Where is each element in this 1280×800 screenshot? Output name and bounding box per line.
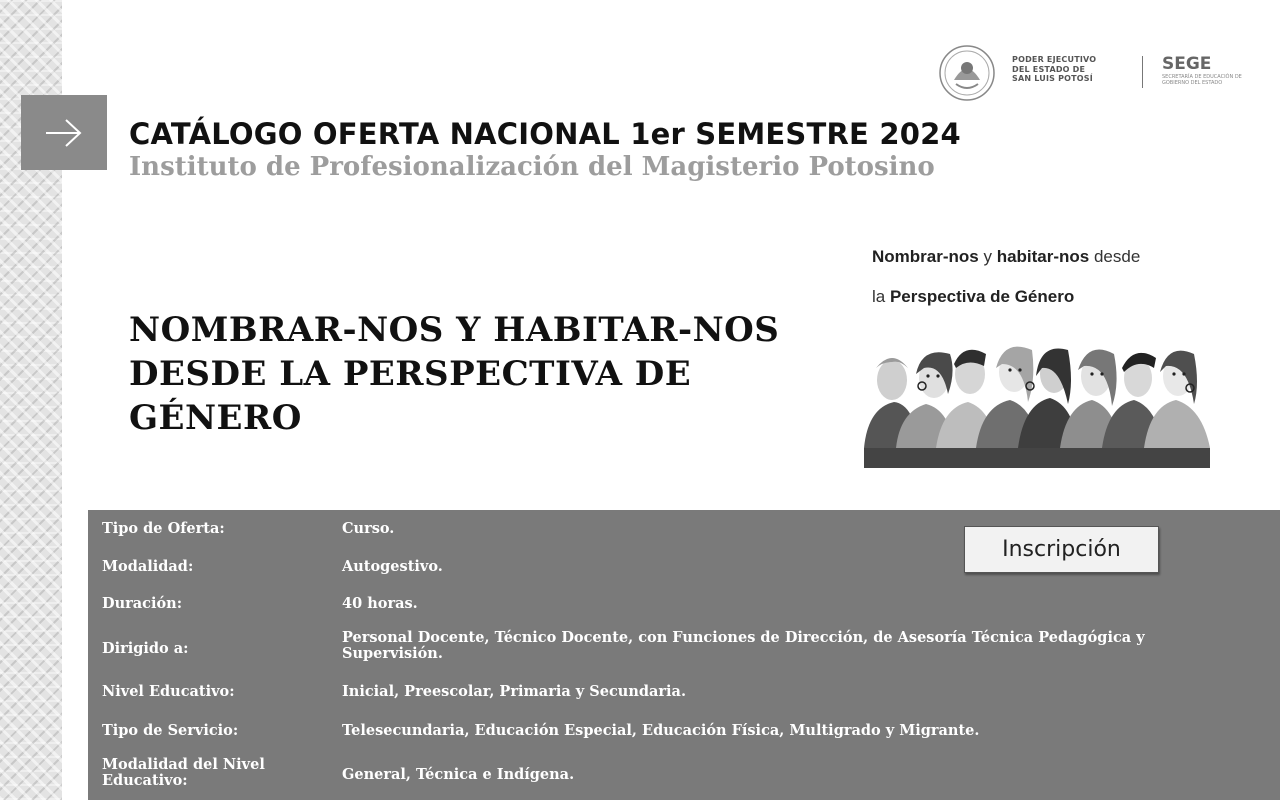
course-promo-image xyxy=(864,238,1214,470)
promo-line-2 xyxy=(872,287,1074,307)
promo-end: desde xyxy=(1089,247,1141,266)
promo-bold-2: habitar-nos xyxy=(996,247,1090,266)
info-label: Duración: xyxy=(102,595,183,612)
sege-title: SEGE xyxy=(1162,54,1212,74)
agency-line-3: SAN LUIS POTOSÍ xyxy=(1012,74,1093,83)
info-value: Inicial, Preescolar, Primaria y Secundaria. xyxy=(342,683,686,700)
promo-bold-1: Nombrar-nos xyxy=(872,247,979,266)
promo-line-1 xyxy=(872,247,1140,267)
people-group-illustration xyxy=(864,324,1210,468)
enroll-button[interactable]: Inscripción xyxy=(964,526,1159,573)
sege-logo xyxy=(1162,54,1262,86)
info-value: Telesecundaria, Educación Especial, Educación Física, Multigrado y Migrante. xyxy=(342,722,980,739)
info-value: 40 horas. xyxy=(342,595,418,612)
promo-bold-3: Perspectiva de Género xyxy=(889,287,1075,306)
info-label: Nivel Educativo: xyxy=(102,683,235,700)
next-arrow-button[interactable] xyxy=(21,95,107,170)
page-subtitle: Instituto de Profesionalización del Magisterio Potosino xyxy=(129,152,935,182)
info-value: General, Técnica e Indígena. xyxy=(342,766,575,783)
page-title: CATÁLOGO OFERTA NACIONAL 1er SEMESTRE 2024 xyxy=(129,117,961,151)
agency-name xyxy=(1012,55,1142,84)
arrow-right-icon xyxy=(42,115,86,151)
info-label: Dirigido a: xyxy=(102,640,189,657)
agency-line-2: DEL ESTADO DE xyxy=(1012,64,1086,74)
info-label: Modalidad: xyxy=(102,558,194,575)
course-info-panel xyxy=(88,510,1280,800)
info-value: Curso. xyxy=(342,520,395,537)
promo-start: la xyxy=(872,287,890,306)
info-value: Autogestivo. xyxy=(342,558,443,575)
state-seal-icon xyxy=(936,44,998,102)
info-label: Modalidad del Nivel Educativo: xyxy=(102,756,265,789)
course-title: NOMBRAR-NOS Y HABITAR-NOS DESDE LA PERSPECTIVA DE GÉNERO xyxy=(129,310,780,438)
promo-mid: y xyxy=(978,247,997,266)
info-value: Personal Docente, Técnico Docente, con Funciones de Dirección, de Asesoría Técnica Pedagógica y Supervisión. xyxy=(342,629,1145,662)
logo-divider xyxy=(1142,56,1143,88)
sege-subtitle: SECRETARÍA DE EDUCACIÓN DE GOBIERNO DEL ESTADO xyxy=(1162,74,1242,86)
agency-line-1: PODER EJECUTIVO xyxy=(1012,55,1097,64)
info-label: Tipo de Servicio: xyxy=(102,722,239,739)
info-label: Tipo de Oferta: xyxy=(102,520,225,537)
header-logos xyxy=(936,44,1266,104)
